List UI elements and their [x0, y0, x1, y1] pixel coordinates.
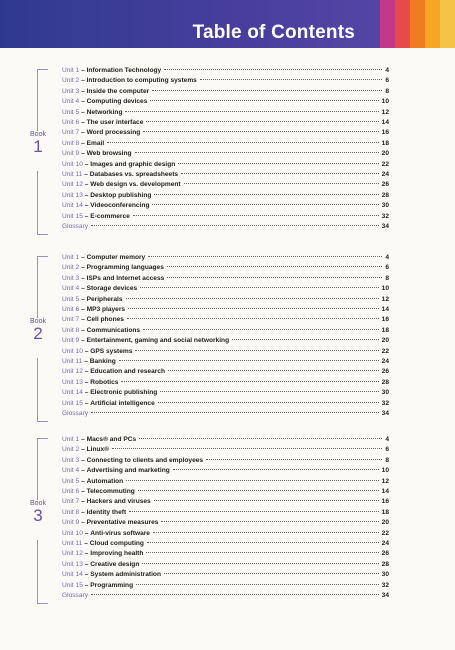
dot-leader	[112, 448, 382, 449]
unit-number: Unit 11	[62, 171, 83, 178]
dot-leader	[91, 412, 379, 413]
page-number: 14	[381, 488, 389, 495]
toc-entry[interactable]	[62, 170, 389, 180]
page-number: 34	[381, 592, 389, 599]
page-number: 24	[381, 358, 389, 365]
unit-number: Unit 9	[62, 337, 80, 345]
dot-leader	[164, 69, 382, 70]
toc-entry[interactable]	[62, 284, 389, 294]
unit-separator: –	[79, 77, 87, 85]
dot-leader	[91, 225, 379, 226]
unit-number: Unit 6	[62, 306, 80, 313]
unit-separator: –	[82, 529, 91, 537]
unit-number: Unit 4	[62, 285, 80, 293]
page-number: 24	[381, 171, 389, 178]
unit-number: Unit 1	[62, 67, 80, 74]
unit-number: Unit 1	[62, 436, 80, 443]
unit-title: Identity theft	[86, 508, 127, 516]
unit-title: Videoconferencing	[90, 202, 150, 210]
unit-title: Cell phones	[86, 316, 124, 324]
toc-entry[interactable]	[62, 76, 389, 86]
unit-title: Hackers and viruses	[86, 498, 151, 506]
unit-title: Banking	[89, 358, 116, 365]
page-number: 6	[385, 446, 389, 454]
dot-leader	[138, 490, 379, 491]
page-number: 26	[381, 550, 389, 558]
page-number: 22	[381, 160, 389, 168]
page-number: 24	[381, 540, 389, 547]
toc-entry[interactable]	[62, 87, 389, 97]
unit-title: Information Technology	[86, 67, 162, 74]
page-number: 20	[381, 519, 389, 527]
dot-leader	[107, 142, 378, 143]
unit-title: Anti-virus software	[90, 529, 150, 537]
toc-entry[interactable]	[62, 315, 389, 325]
unit-number: Unit 2	[62, 264, 80, 272]
dot-leader	[119, 360, 379, 361]
unit-number: Unit 3	[62, 87, 80, 95]
page-number: 18	[381, 139, 389, 147]
unit-number: Unit 10	[62, 160, 83, 168]
toc-entry[interactable]	[62, 201, 389, 211]
unit-separator: –	[79, 316, 87, 324]
page-number: 10	[381, 467, 389, 475]
dot-leader	[146, 552, 378, 553]
toc-entry[interactable]	[62, 326, 389, 336]
unit-separator: –	[79, 98, 87, 106]
dot-leader	[153, 532, 379, 533]
glossary-label: Glossary	[62, 223, 89, 230]
dot-leader	[147, 542, 379, 543]
dot-leader	[161, 521, 378, 522]
page-number: 8	[385, 274, 389, 282]
unit-number: Unit 4	[62, 98, 80, 106]
page-number: 26	[381, 368, 389, 376]
unit-separator: –	[82, 171, 90, 178]
book-label	[24, 131, 52, 171]
unit-separator: –	[79, 254, 87, 261]
unit-number: Unit 2	[62, 77, 80, 85]
unit-separator: –	[79, 306, 87, 313]
unit-title: Education and research	[90, 368, 166, 376]
page-number: 16	[381, 498, 389, 506]
dot-leader	[152, 90, 382, 91]
dot-leader	[133, 215, 379, 216]
book-word: Book	[30, 318, 46, 326]
unit-separator: –	[82, 571, 91, 579]
page-number: 28	[381, 191, 389, 199]
unit-title: Email	[86, 139, 105, 147]
toc-entry[interactable]	[62, 212, 389, 222]
unit-title: Robotics	[90, 378, 119, 386]
page-number: 32	[381, 212, 389, 220]
page-number: 14	[381, 306, 389, 313]
unit-separator: –	[82, 581, 91, 589]
glossary-entry[interactable]	[62, 591, 389, 601]
unit-title: Databases vs. spreadsheets	[89, 171, 179, 178]
unit-number: Unit 8	[62, 326, 80, 334]
page-number: 18	[381, 326, 389, 334]
unit-title: Communications	[86, 326, 141, 334]
unit-separator: –	[79, 67, 87, 74]
dot-leader	[140, 287, 379, 288]
unit-title: Computer memory	[86, 254, 146, 261]
page-number: 10	[381, 285, 389, 293]
dot-leader	[232, 339, 379, 340]
unit-number: Unit 12	[62, 550, 83, 558]
dot-leader	[181, 173, 379, 174]
toc-entry[interactable]	[62, 487, 389, 497]
unit-separator: –	[79, 285, 87, 293]
toc-entry[interactable]	[62, 139, 389, 149]
unit-title: Peripherals	[86, 295, 123, 303]
page-number: 4	[385, 436, 389, 443]
dot-leader	[129, 511, 379, 512]
dot-leader	[126, 480, 378, 481]
unit-title: Computing devices	[86, 98, 148, 106]
stripe	[395, 0, 410, 48]
unit-title: Preventative measures	[86, 519, 159, 527]
page-number: 8	[385, 456, 389, 464]
unit-separator: –	[79, 498, 87, 506]
unit-title: E-commerce	[90, 212, 130, 220]
toc-entry[interactable]	[62, 497, 389, 507]
page-number: 4	[385, 67, 389, 74]
dot-leader	[158, 402, 379, 403]
page-number: 22	[381, 347, 389, 355]
page-number: 30	[381, 571, 389, 579]
unit-number: Unit 5	[62, 477, 80, 485]
dot-leader	[91, 594, 379, 595]
dot-leader	[164, 573, 379, 574]
unit-separator: –	[79, 519, 87, 527]
page-number: 28	[381, 560, 389, 568]
unit-separator: –	[79, 477, 87, 485]
page-number: 6	[385, 264, 389, 272]
unit-title: Cloud computing	[89, 540, 144, 547]
unit-title: MP3 players	[86, 306, 126, 313]
unit-number: Unit 12	[62, 368, 83, 376]
dot-leader	[143, 131, 378, 132]
toc-entry[interactable]	[62, 357, 389, 367]
glossary-entry[interactable]	[62, 409, 389, 419]
page-number: 10	[381, 98, 389, 106]
unit-separator: –	[79, 436, 87, 443]
book-number: 1	[33, 137, 43, 157]
unit-separator: –	[79, 295, 87, 303]
unit-separator: –	[79, 488, 87, 495]
unit-number: Unit 5	[62, 108, 80, 116]
dot-leader	[125, 111, 378, 112]
unit-title: Improving health	[90, 550, 144, 558]
unit-title: Programming	[90, 581, 134, 589]
unit-number: Unit 8	[62, 139, 80, 147]
page-number: 12	[381, 295, 389, 303]
book-word: Book	[30, 131, 46, 139]
dot-leader	[139, 438, 382, 439]
glossary-label: Glossary	[62, 592, 89, 599]
unit-title: ISPs and Internet access	[86, 274, 165, 282]
toc-entry[interactable]	[62, 263, 389, 273]
page-number: 34	[381, 223, 389, 230]
toc-entry[interactable]	[62, 191, 389, 201]
unit-separator: –	[79, 129, 87, 137]
unit-title: Telecommuting	[86, 488, 135, 495]
header-banner	[0, 0, 455, 48]
unit-separator: –	[82, 378, 91, 386]
toc-entry[interactable]	[62, 508, 389, 518]
toc-entry[interactable]	[62, 295, 389, 305]
stripe	[380, 0, 395, 48]
toc-entry[interactable]	[62, 160, 389, 170]
unit-separator: –	[82, 560, 91, 568]
unit-title: Creative design	[90, 560, 140, 568]
unit-separator: –	[79, 264, 87, 272]
unit-separator: –	[79, 274, 87, 282]
unit-number: Unit 5	[62, 295, 80, 303]
page-number: 20	[381, 337, 389, 345]
dot-leader	[167, 266, 382, 267]
unit-title: GPS systems	[90, 347, 133, 355]
page-number: 28	[381, 378, 389, 386]
toc-entry[interactable]	[62, 97, 389, 107]
dot-leader	[136, 584, 379, 585]
unit-number: Unit 10	[62, 529, 83, 537]
page-number: 32	[381, 581, 389, 589]
unit-number: Unit 13	[62, 191, 83, 199]
dot-leader	[128, 308, 379, 309]
book-label	[24, 318, 52, 358]
dot-leader	[143, 329, 379, 330]
unit-title: Artificial intelligence	[90, 399, 155, 407]
toc-entry[interactable]	[62, 435, 389, 445]
unit-separator: –	[79, 446, 87, 454]
unit-number: Unit 2	[62, 446, 80, 454]
unit-title: Desktop publishing	[90, 191, 152, 199]
page-number: 30	[381, 389, 389, 397]
page-title: Table of Contents	[192, 22, 355, 43]
dot-leader	[150, 100, 378, 101]
dot-leader	[184, 183, 379, 184]
dot-leader	[146, 121, 378, 122]
unit-separator: –	[82, 181, 91, 189]
unit-number: Unit 4	[62, 467, 80, 475]
unit-number: Unit 7	[62, 316, 80, 324]
unit-title: Programming languages	[86, 264, 164, 272]
unit-title: Images and graphic design	[90, 160, 176, 168]
unit-title: Networking	[86, 108, 123, 116]
page-number: 12	[381, 108, 389, 116]
page-number: 16	[381, 129, 389, 137]
glossary-entry[interactable]	[62, 222, 389, 232]
page-number: 12	[381, 477, 389, 485]
glossary-label: Glossary	[62, 410, 89, 417]
unit-number: Unit 14	[62, 571, 83, 579]
unit-number: Unit 9	[62, 519, 80, 527]
toc-entry[interactable]	[62, 274, 389, 284]
toc-entry[interactable]	[62, 118, 389, 128]
dot-leader	[152, 204, 378, 205]
dot-leader	[142, 563, 378, 564]
unit-separator: –	[82, 202, 91, 210]
toc-entry[interactable]	[62, 560, 389, 570]
unit-title: Macs® and PCs	[86, 436, 137, 443]
unit-separator: –	[79, 119, 87, 126]
unit-separator: –	[82, 358, 90, 365]
unit-number: Unit 3	[62, 456, 80, 464]
stripe	[440, 0, 455, 48]
dot-leader	[178, 163, 378, 164]
book-number: 2	[33, 324, 43, 344]
unit-separator: –	[82, 540, 90, 547]
page-number: 32	[381, 399, 389, 407]
unit-separator: –	[82, 368, 91, 376]
unit-number: Unit 1	[62, 254, 80, 261]
dot-leader	[127, 318, 379, 319]
unit-title: Inside the computer	[86, 87, 150, 95]
unit-number: Unit 13	[62, 378, 83, 386]
unit-number: Unit 7	[62, 129, 80, 137]
unit-title: The user interface	[86, 119, 144, 126]
unit-title: Web design vs. development	[90, 181, 181, 189]
dot-leader	[148, 256, 382, 257]
toc-entry[interactable]	[62, 336, 389, 346]
toc-entry[interactable]	[62, 466, 389, 476]
toc-entry[interactable]	[62, 539, 389, 549]
unit-title: Web browsing	[86, 150, 132, 158]
dot-leader	[200, 79, 382, 80]
unit-number: Unit 10	[62, 347, 83, 355]
toc-entry[interactable]	[62, 581, 389, 591]
unit-separator: –	[79, 467, 87, 475]
book-word: Book	[30, 500, 46, 508]
unit-number: Unit 14	[62, 389, 83, 397]
unit-separator: –	[79, 337, 87, 345]
page-number: 26	[381, 181, 389, 189]
unit-title: Automation	[86, 477, 124, 485]
toc-entry[interactable]	[62, 305, 389, 315]
unit-title: Advertising and marketing	[86, 467, 170, 475]
dot-leader	[206, 459, 382, 460]
toc-entry[interactable]	[62, 180, 389, 190]
unit-number: Unit 9	[62, 150, 80, 158]
unit-separator: –	[79, 139, 87, 147]
unit-title: Connecting to clients and employees	[86, 456, 204, 464]
unit-separator: –	[82, 347, 91, 355]
book-number: 3	[33, 506, 43, 526]
unit-number: Unit 6	[62, 488, 80, 495]
page-number: 34	[381, 410, 389, 417]
unit-separator: –	[79, 326, 87, 334]
unit-number: Unit 3	[62, 274, 80, 282]
toc-entry[interactable]	[62, 399, 389, 409]
toc-entry[interactable]	[62, 388, 389, 398]
page-number: 18	[381, 508, 389, 516]
unit-separator: –	[79, 456, 87, 464]
page-number: 22	[381, 529, 389, 537]
toc-entry[interactable]	[62, 253, 389, 263]
toc-entry[interactable]	[62, 445, 389, 455]
dot-leader	[167, 277, 382, 278]
unit-separator: –	[79, 150, 87, 158]
toc-entry[interactable]	[62, 347, 389, 357]
dot-leader	[168, 370, 379, 371]
toc-entry[interactable]	[62, 108, 389, 118]
unit-number: Unit 11	[62, 540, 83, 547]
unit-separator: –	[82, 212, 91, 220]
toc-entry[interactable]	[62, 378, 389, 388]
unit-separator: –	[82, 191, 91, 199]
unit-number: Unit 8	[62, 508, 80, 516]
dot-leader	[121, 381, 378, 382]
toc-entry[interactable]	[62, 529, 389, 539]
dot-leader	[135, 152, 379, 153]
unit-number: Unit 15	[62, 581, 83, 589]
dot-leader	[154, 194, 378, 195]
unit-title: Entertainment, gaming and social networking	[86, 337, 230, 345]
unit-title: Introduction to computing systems	[86, 77, 197, 85]
unit-separator: –	[82, 550, 91, 558]
toc-entry[interactable]	[62, 128, 389, 138]
dot-leader	[135, 350, 378, 351]
unit-title: System administration	[90, 571, 161, 579]
unit-separator: –	[82, 160, 91, 168]
unit-separator: –	[79, 508, 87, 516]
unit-title: Storage devices	[86, 285, 138, 293]
dot-leader	[173, 469, 379, 470]
page-number: 8	[385, 87, 389, 95]
toc-entry[interactable]	[62, 149, 389, 159]
unit-title: Linux®	[86, 446, 110, 454]
unit-number: Unit 11	[62, 358, 83, 365]
unit-number: Unit 6	[62, 119, 80, 126]
unit-title: Electronic publishing	[90, 389, 158, 397]
unit-number: Unit 13	[62, 560, 83, 568]
stripe	[410, 0, 425, 48]
unit-separator: –	[82, 399, 91, 407]
unit-number: Unit 14	[62, 202, 83, 210]
page-number: 20	[381, 150, 389, 158]
unit-number: Unit 15	[62, 212, 83, 220]
toc-entry[interactable]	[62, 456, 389, 466]
page-number: 6	[385, 77, 389, 85]
toc-entry[interactable]	[62, 367, 389, 377]
unit-separator: –	[79, 87, 87, 95]
page-number: 16	[381, 316, 389, 324]
toc-entry[interactable]	[62, 518, 389, 528]
toc-entry[interactable]	[62, 549, 389, 559]
book-label	[24, 500, 52, 540]
dot-leader	[154, 500, 379, 501]
header-color-stripes	[380, 0, 455, 48]
page-number: 4	[385, 254, 389, 261]
page-number: 30	[381, 202, 389, 210]
unit-number: Unit 15	[62, 399, 83, 407]
toc-entry[interactable]	[62, 66, 389, 76]
dot-leader	[160, 391, 378, 392]
toc-entry[interactable]	[62, 477, 389, 487]
unit-title: Word processing	[86, 129, 141, 137]
dot-leader	[126, 298, 379, 299]
unit-number: Unit 12	[62, 181, 83, 189]
unit-number: Unit 7	[62, 498, 80, 506]
toc-entry[interactable]	[62, 570, 389, 580]
unit-separator: –	[79, 108, 87, 116]
stripe	[425, 0, 440, 48]
unit-separator: –	[82, 389, 91, 397]
page-number: 14	[381, 119, 389, 126]
